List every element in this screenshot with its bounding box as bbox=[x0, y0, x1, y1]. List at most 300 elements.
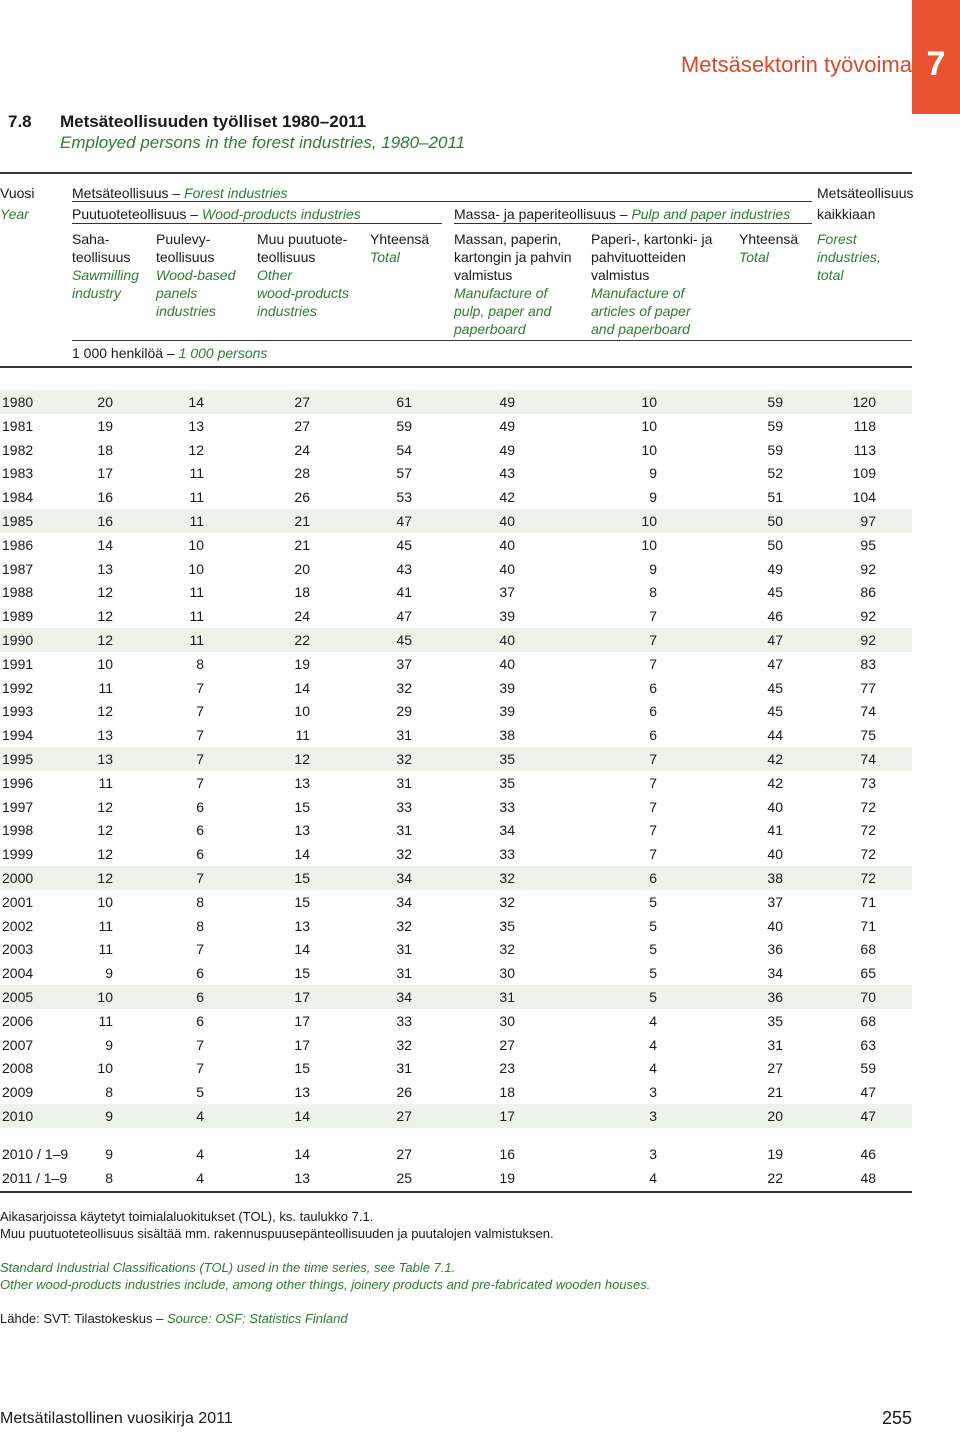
table-row bbox=[0, 652, 912, 676]
chapter-number: 7 bbox=[912, 0, 960, 114]
value-cell: 27 bbox=[767, 1060, 783, 1077]
value-cell: 11 bbox=[189, 465, 204, 482]
year-cell: 1991 bbox=[2, 655, 34, 672]
value-cell: 11 bbox=[189, 512, 204, 529]
value-cell: 120 bbox=[852, 394, 876, 410]
value-cell: 14 bbox=[294, 1107, 310, 1124]
value-cell: 8 bbox=[649, 584, 657, 601]
value-cell: 59 bbox=[767, 441, 783, 458]
value-cell: 9 bbox=[649, 465, 657, 482]
value-cell: 33 bbox=[396, 798, 412, 815]
value-cell: 37 bbox=[499, 584, 515, 601]
table-row bbox=[0, 1104, 912, 1128]
year-cell: 1988 bbox=[2, 584, 34, 601]
value-cell: 45 bbox=[767, 703, 783, 720]
col-other-wood: Muu puutuote- teollisuus Other wood-products industries bbox=[257, 231, 349, 319]
value-cell: 14 bbox=[294, 679, 310, 696]
year-cell: 1989 bbox=[2, 608, 34, 625]
value-cell: 6 bbox=[196, 988, 204, 1005]
value-cell: 59 bbox=[767, 417, 783, 434]
year-cell: 1998 bbox=[2, 822, 34, 839]
value-cell: 15 bbox=[294, 965, 310, 982]
value-cell: 95 bbox=[860, 536, 876, 553]
year-cell: 1985 bbox=[2, 512, 34, 529]
value-cell: 49 bbox=[499, 394, 515, 410]
value-cell: 54 bbox=[396, 441, 412, 458]
value-cell: 72 bbox=[860, 798, 876, 815]
value-cell: 47 bbox=[860, 1084, 876, 1101]
value-cell: 35 bbox=[499, 750, 515, 767]
value-cell: 19 bbox=[97, 417, 113, 434]
value-cell: 7 bbox=[196, 1060, 204, 1077]
col-sawmill: Saha- teollisuus Sawmilling industry bbox=[72, 231, 139, 301]
year-cell: 1994 bbox=[2, 727, 34, 744]
value-cell: 9 bbox=[105, 1036, 113, 1053]
value-cell: 32 bbox=[499, 869, 515, 886]
value-cell: 32 bbox=[396, 1036, 412, 1053]
value-cell: 13 bbox=[97, 750, 113, 767]
value-cell: 37 bbox=[396, 655, 412, 672]
value-cell: 118 bbox=[853, 417, 876, 434]
value-cell: 45 bbox=[767, 584, 783, 601]
table-row bbox=[0, 509, 912, 533]
year-cell: 1993 bbox=[2, 703, 34, 720]
value-cell: 11 bbox=[189, 584, 204, 601]
value-cell: 13 bbox=[97, 727, 113, 744]
value-cell: 65 bbox=[860, 965, 876, 982]
value-cell: 11 bbox=[98, 941, 113, 958]
value-cell: 74 bbox=[860, 703, 876, 720]
value-cell: 12 bbox=[188, 441, 204, 458]
value-cell: 9 bbox=[105, 1145, 113, 1162]
table-row bbox=[0, 771, 912, 795]
value-cell: 27 bbox=[499, 1036, 515, 1053]
value-cell: 5 bbox=[196, 1084, 204, 1101]
value-cell: 9 bbox=[105, 1107, 113, 1124]
year-header-en: Year bbox=[0, 206, 29, 222]
value-cell: 12 bbox=[294, 750, 310, 767]
value-cell: 33 bbox=[499, 798, 515, 815]
value-cell: 6 bbox=[196, 798, 204, 815]
value-cell: 7 bbox=[196, 750, 204, 767]
table-row bbox=[0, 414, 912, 438]
unit-label: 1 000 henkilöä – 1 000 persons bbox=[72, 345, 268, 361]
value-cell: 43 bbox=[396, 560, 412, 577]
value-cell: 4 bbox=[196, 1107, 204, 1124]
value-cell: 6 bbox=[196, 965, 204, 982]
value-cell: 31 bbox=[396, 822, 412, 839]
value-cell: 11 bbox=[98, 1012, 113, 1029]
value-cell: 41 bbox=[396, 584, 412, 601]
table-row bbox=[0, 485, 912, 509]
value-cell: 71 bbox=[860, 917, 876, 934]
value-cell: 11 bbox=[295, 727, 310, 744]
title-finnish: Metsäteollisuuden työlliset 1980–2011 bbox=[60, 112, 367, 131]
value-cell: 49 bbox=[499, 417, 515, 434]
value-cell: 32 bbox=[499, 893, 515, 910]
table-row bbox=[0, 390, 912, 414]
value-cell: 33 bbox=[396, 1012, 412, 1029]
value-cell: 92 bbox=[860, 631, 876, 648]
year-header-fi: Vuosi bbox=[0, 185, 35, 201]
value-cell: 14 bbox=[294, 941, 310, 958]
value-cell: 5 bbox=[649, 941, 657, 958]
value-cell: 61 bbox=[396, 394, 412, 410]
year-cell: 2002 bbox=[2, 917, 34, 934]
value-cell: 10 bbox=[188, 560, 204, 577]
source-line: Lähde: SVT: Tilastokeskus – Source: OSF: Statistics Finland bbox=[0, 1311, 348, 1326]
value-cell: 109 bbox=[852, 465, 876, 482]
value-cell: 41 bbox=[767, 822, 783, 839]
value-cell: 8 bbox=[196, 917, 204, 934]
year-cell: 1986 bbox=[2, 536, 34, 553]
value-cell: 7 bbox=[196, 703, 204, 720]
table-row bbox=[0, 461, 912, 485]
value-cell: 7 bbox=[649, 655, 657, 672]
value-cell: 47 bbox=[767, 655, 783, 672]
value-cell: 8 bbox=[196, 893, 204, 910]
value-cell: 7 bbox=[196, 679, 204, 696]
forest-all-fi-1: Metsäteollisuus bbox=[817, 185, 914, 201]
value-cell: 44 bbox=[767, 727, 783, 744]
table-row bbox=[0, 890, 912, 914]
value-cell: 40 bbox=[499, 631, 515, 648]
table-row bbox=[0, 580, 912, 604]
value-cell: 18 bbox=[499, 1084, 515, 1101]
value-cell: 13 bbox=[294, 822, 310, 839]
year-cell: 1983 bbox=[2, 465, 34, 482]
value-cell: 36 bbox=[767, 988, 783, 1005]
value-cell: 21 bbox=[767, 1084, 783, 1101]
note-en-2: Other wood-products industries include, among other things, joinery products and pre-fabricated wooden houses. bbox=[0, 1277, 651, 1292]
col-pulp-total: Yhteensä Total bbox=[739, 231, 799, 265]
value-cell: 11 bbox=[98, 774, 113, 791]
value-cell: 5 bbox=[649, 893, 657, 910]
value-cell: 59 bbox=[396, 417, 412, 434]
value-cell: 5 bbox=[649, 917, 657, 934]
col-pulp-mfg: Massan, paperin, kartongin ja pahvin valmistus Manufacture of pulp, paper and paperboard bbox=[454, 231, 572, 337]
value-cell: 12 bbox=[97, 703, 113, 720]
note-fi-1: Aikasarjoissa käytetyt toimialaluokitukset (TOL), ks. taulukko 7.1. bbox=[0, 1209, 374, 1224]
note-fi-2: Muu puutuoteteollisuus sisältää mm. rakennuspuusepänteollisuuden ja puutalojen valmistuksen. bbox=[0, 1226, 554, 1241]
value-cell: 25 bbox=[396, 1169, 412, 1186]
table-row bbox=[0, 842, 912, 866]
pulp-group-rule bbox=[454, 223, 812, 224]
table-number: 7.8 bbox=[8, 112, 32, 131]
value-cell: 63 bbox=[860, 1036, 876, 1053]
wood-en: Wood-products industries bbox=[202, 206, 361, 222]
value-cell: 10 bbox=[188, 536, 204, 553]
value-cell: 53 bbox=[396, 489, 412, 506]
year-cell: 1984 bbox=[2, 489, 34, 506]
value-cell: 97 bbox=[860, 512, 876, 529]
value-cell: 20 bbox=[294, 560, 310, 577]
year-cell: 1981 bbox=[2, 417, 34, 434]
value-cell: 5 bbox=[649, 965, 657, 982]
value-cell: 10 bbox=[294, 703, 310, 720]
table-body bbox=[0, 390, 912, 1193]
value-cell: 34 bbox=[396, 988, 412, 1005]
header-top-rule bbox=[0, 172, 912, 174]
year-cell: 2009 bbox=[2, 1084, 34, 1101]
value-cell: 72 bbox=[860, 846, 876, 863]
value-cell: 49 bbox=[499, 441, 515, 458]
value-cell: 77 bbox=[860, 679, 876, 696]
section-title: Metsäsektorin työvoima bbox=[680, 52, 912, 77]
year-cell: 1980 bbox=[2, 394, 34, 410]
value-cell: 37 bbox=[767, 893, 783, 910]
page-number: 255 bbox=[881, 1408, 912, 1428]
col-panels: Puulevy- teollisuus Wood-based panels industries bbox=[156, 231, 236, 319]
value-cell: 40 bbox=[767, 846, 783, 863]
value-cell: 3 bbox=[649, 1084, 657, 1101]
table-row bbox=[0, 438, 912, 462]
value-cell: 3 bbox=[649, 1107, 657, 1124]
value-cell: 36 bbox=[767, 941, 783, 958]
year-cell: 2010 bbox=[2, 1107, 34, 1124]
value-cell: 6 bbox=[196, 846, 204, 863]
value-cell: 113 bbox=[853, 441, 876, 458]
table-row bbox=[0, 699, 912, 723]
value-cell: 16 bbox=[97, 512, 113, 529]
value-cell: 48 bbox=[860, 1169, 876, 1186]
table-row bbox=[0, 937, 912, 961]
value-cell: 10 bbox=[641, 441, 657, 458]
value-cell: 50 bbox=[767, 536, 783, 553]
value-cell: 10 bbox=[641, 417, 657, 434]
value-cell: 7 bbox=[649, 774, 657, 791]
value-cell: 47 bbox=[860, 1107, 876, 1124]
value-cell: 31 bbox=[396, 774, 412, 791]
value-cell: 12 bbox=[97, 822, 113, 839]
value-cell: 7 bbox=[649, 608, 657, 625]
value-cell: 23 bbox=[499, 1060, 515, 1077]
value-cell: 47 bbox=[767, 631, 783, 648]
year-cell: 2000 bbox=[2, 869, 34, 886]
value-cell: 22 bbox=[767, 1169, 783, 1186]
value-cell: 39 bbox=[499, 608, 515, 625]
value-cell: 6 bbox=[649, 869, 657, 886]
value-cell: 75 bbox=[860, 727, 876, 744]
wood-fi: Puutuoteteollisuus bbox=[72, 206, 187, 222]
value-cell: 83 bbox=[860, 655, 876, 672]
value-cell: 10 bbox=[641, 536, 657, 553]
title-english: Employed persons in the forest industries, 1980–2011 bbox=[60, 133, 466, 152]
value-cell: 6 bbox=[649, 679, 657, 696]
wood-group-rule bbox=[72, 223, 442, 224]
value-cell: 34 bbox=[396, 893, 412, 910]
value-cell: 7 bbox=[649, 846, 657, 863]
value-cell: 17 bbox=[499, 1107, 515, 1124]
col-forest-total: Forest industries, total bbox=[817, 231, 881, 283]
value-cell: 18 bbox=[97, 441, 113, 458]
value-cell: 10 bbox=[97, 988, 113, 1005]
value-cell: 13 bbox=[294, 1169, 310, 1186]
value-cell: 14 bbox=[188, 394, 204, 410]
forest-group-rule bbox=[72, 201, 812, 202]
value-cell: 22 bbox=[294, 631, 310, 648]
year-cell: 2006 bbox=[2, 1012, 34, 1029]
value-cell: 15 bbox=[294, 893, 310, 910]
forest-group-header: Metsäteollisuus – Forest industries bbox=[72, 185, 288, 201]
value-cell: 12 bbox=[97, 608, 113, 625]
value-cell: 28 bbox=[294, 465, 310, 482]
footer-publication: Metsätilastollinen vuosikirja 2011 bbox=[0, 1410, 233, 1427]
value-cell: 71 bbox=[860, 893, 876, 910]
pulp-en: Pulp and paper industries bbox=[631, 206, 791, 222]
value-cell: 42 bbox=[499, 489, 515, 506]
value-cell: 72 bbox=[860, 869, 876, 886]
value-cell: 49 bbox=[767, 560, 783, 577]
table-row bbox=[0, 985, 912, 1009]
pulp-group-header: Massa- ja paperiteollisuus – Pulp and paper industries bbox=[454, 206, 791, 222]
value-cell: 7 bbox=[649, 631, 657, 648]
value-cell: 9 bbox=[649, 560, 657, 577]
value-cell: 29 bbox=[396, 703, 412, 720]
value-cell: 70 bbox=[860, 988, 876, 1005]
value-cell: 31 bbox=[767, 1036, 783, 1053]
year-cell: 1987 bbox=[2, 560, 34, 577]
value-cell: 40 bbox=[499, 512, 515, 529]
table-row bbox=[0, 723, 912, 747]
year-cell: 1990 bbox=[2, 631, 34, 648]
year-cell: 1999 bbox=[2, 846, 34, 863]
value-cell: 50 bbox=[767, 512, 783, 529]
value-cell: 7 bbox=[196, 869, 204, 886]
value-cell: 51 bbox=[767, 489, 783, 506]
value-cell: 21 bbox=[294, 512, 310, 529]
year-cell: 1982 bbox=[2, 441, 34, 458]
wood-group-header: Puutuoteteollisuus – Wood-products industries bbox=[72, 206, 361, 222]
year-cell: 2005 bbox=[2, 988, 34, 1005]
value-cell: 15 bbox=[294, 869, 310, 886]
value-cell: 47 bbox=[396, 512, 412, 529]
value-cell: 12 bbox=[97, 869, 113, 886]
table-row bbox=[0, 533, 912, 557]
value-cell: 19 bbox=[767, 1145, 783, 1162]
pulp-fi: Massa- ja paperiteollisuus bbox=[454, 206, 616, 222]
table-row bbox=[0, 914, 912, 938]
year-cell: 2001 bbox=[2, 893, 34, 910]
value-cell: 30 bbox=[499, 965, 515, 982]
year-cell: 2003 bbox=[2, 941, 34, 958]
value-cell: 33 bbox=[499, 846, 515, 863]
value-cell: 39 bbox=[499, 703, 515, 720]
value-cell: 8 bbox=[196, 655, 204, 672]
value-cell: 35 bbox=[767, 1012, 783, 1029]
year-cell: 1995 bbox=[2, 750, 34, 767]
value-cell: 15 bbox=[294, 1060, 310, 1077]
value-cell: 31 bbox=[396, 727, 412, 744]
value-cell: 7 bbox=[649, 822, 657, 839]
table-row bbox=[0, 1142, 912, 1166]
value-cell: 24 bbox=[294, 441, 310, 458]
value-cell: 26 bbox=[396, 1084, 412, 1101]
value-cell: 4 bbox=[649, 1169, 657, 1186]
value-cell: 10 bbox=[641, 512, 657, 529]
value-cell: 16 bbox=[97, 489, 113, 506]
year-cell: 2008 bbox=[2, 1060, 34, 1077]
value-cell: 32 bbox=[396, 750, 412, 767]
value-cell: 45 bbox=[396, 631, 412, 648]
value-cell: 7 bbox=[649, 798, 657, 815]
value-cell: 8 bbox=[105, 1169, 113, 1186]
value-cell: 10 bbox=[97, 893, 113, 910]
value-cell: 8 bbox=[105, 1084, 113, 1101]
year-cell: 1997 bbox=[2, 798, 34, 815]
value-cell: 92 bbox=[860, 608, 876, 625]
value-cell: 7 bbox=[649, 750, 657, 767]
value-cell: 34 bbox=[767, 965, 783, 982]
value-cell: 13 bbox=[188, 417, 204, 434]
extra-rows-spacer bbox=[0, 1128, 912, 1142]
value-cell: 92 bbox=[860, 560, 876, 577]
table-row bbox=[0, 1009, 912, 1033]
forest-en: Forest industries bbox=[184, 185, 288, 201]
table-row bbox=[0, 557, 912, 581]
value-cell: 68 bbox=[860, 1012, 876, 1029]
value-cell: 72 bbox=[860, 822, 876, 839]
value-cell: 12 bbox=[97, 584, 113, 601]
year-cell: 2004 bbox=[2, 965, 34, 982]
header-bottom-rule bbox=[0, 366, 912, 368]
value-cell: 40 bbox=[499, 536, 515, 553]
value-cell: 14 bbox=[294, 846, 310, 863]
value-cell: 10 bbox=[641, 394, 657, 410]
value-cell: 47 bbox=[396, 608, 412, 625]
value-cell: 18 bbox=[294, 584, 310, 601]
value-cell: 11 bbox=[189, 631, 204, 648]
value-cell: 59 bbox=[767, 394, 783, 410]
value-cell: 10 bbox=[97, 655, 113, 672]
table-row bbox=[0, 604, 912, 628]
value-cell: 31 bbox=[499, 988, 515, 1005]
value-cell: 11 bbox=[98, 917, 113, 934]
value-cell: 42 bbox=[767, 750, 783, 767]
unit-rule bbox=[72, 340, 912, 341]
value-cell: 38 bbox=[499, 727, 515, 744]
value-cell: 17 bbox=[97, 465, 113, 482]
value-cell: 4 bbox=[649, 1036, 657, 1053]
value-cell: 10 bbox=[97, 1060, 113, 1077]
value-cell: 59 bbox=[860, 1060, 876, 1077]
value-cell: 40 bbox=[499, 655, 515, 672]
value-cell: 13 bbox=[294, 774, 310, 791]
value-cell: 20 bbox=[767, 1107, 783, 1124]
value-cell: 9 bbox=[649, 489, 657, 506]
value-cell: 4 bbox=[196, 1145, 204, 1162]
value-cell: 38 bbox=[767, 869, 783, 886]
table-row bbox=[0, 795, 912, 819]
value-cell: 32 bbox=[499, 941, 515, 958]
value-cell: 39 bbox=[499, 679, 515, 696]
value-cell: 31 bbox=[396, 965, 412, 982]
value-cell: 17 bbox=[294, 1012, 310, 1029]
table-row bbox=[0, 818, 912, 842]
note-en-1: Standard Industrial Classifications (TOL) used in the time series, see Table 7.1. bbox=[0, 1260, 456, 1275]
value-cell: 13 bbox=[294, 917, 310, 934]
value-cell: 35 bbox=[499, 917, 515, 934]
value-cell: 26 bbox=[294, 489, 310, 506]
year-cell: 2011 / 1–9 bbox=[2, 1169, 68, 1186]
value-cell: 11 bbox=[189, 608, 204, 625]
value-cell: 21 bbox=[294, 536, 310, 553]
year-cell: 2007 bbox=[2, 1036, 34, 1053]
value-cell: 45 bbox=[767, 679, 783, 696]
forest-fi: Metsäteollisuus bbox=[72, 185, 169, 201]
col-wood-total: Yhteensä Total bbox=[370, 231, 430, 265]
value-cell: 19 bbox=[499, 1169, 515, 1186]
